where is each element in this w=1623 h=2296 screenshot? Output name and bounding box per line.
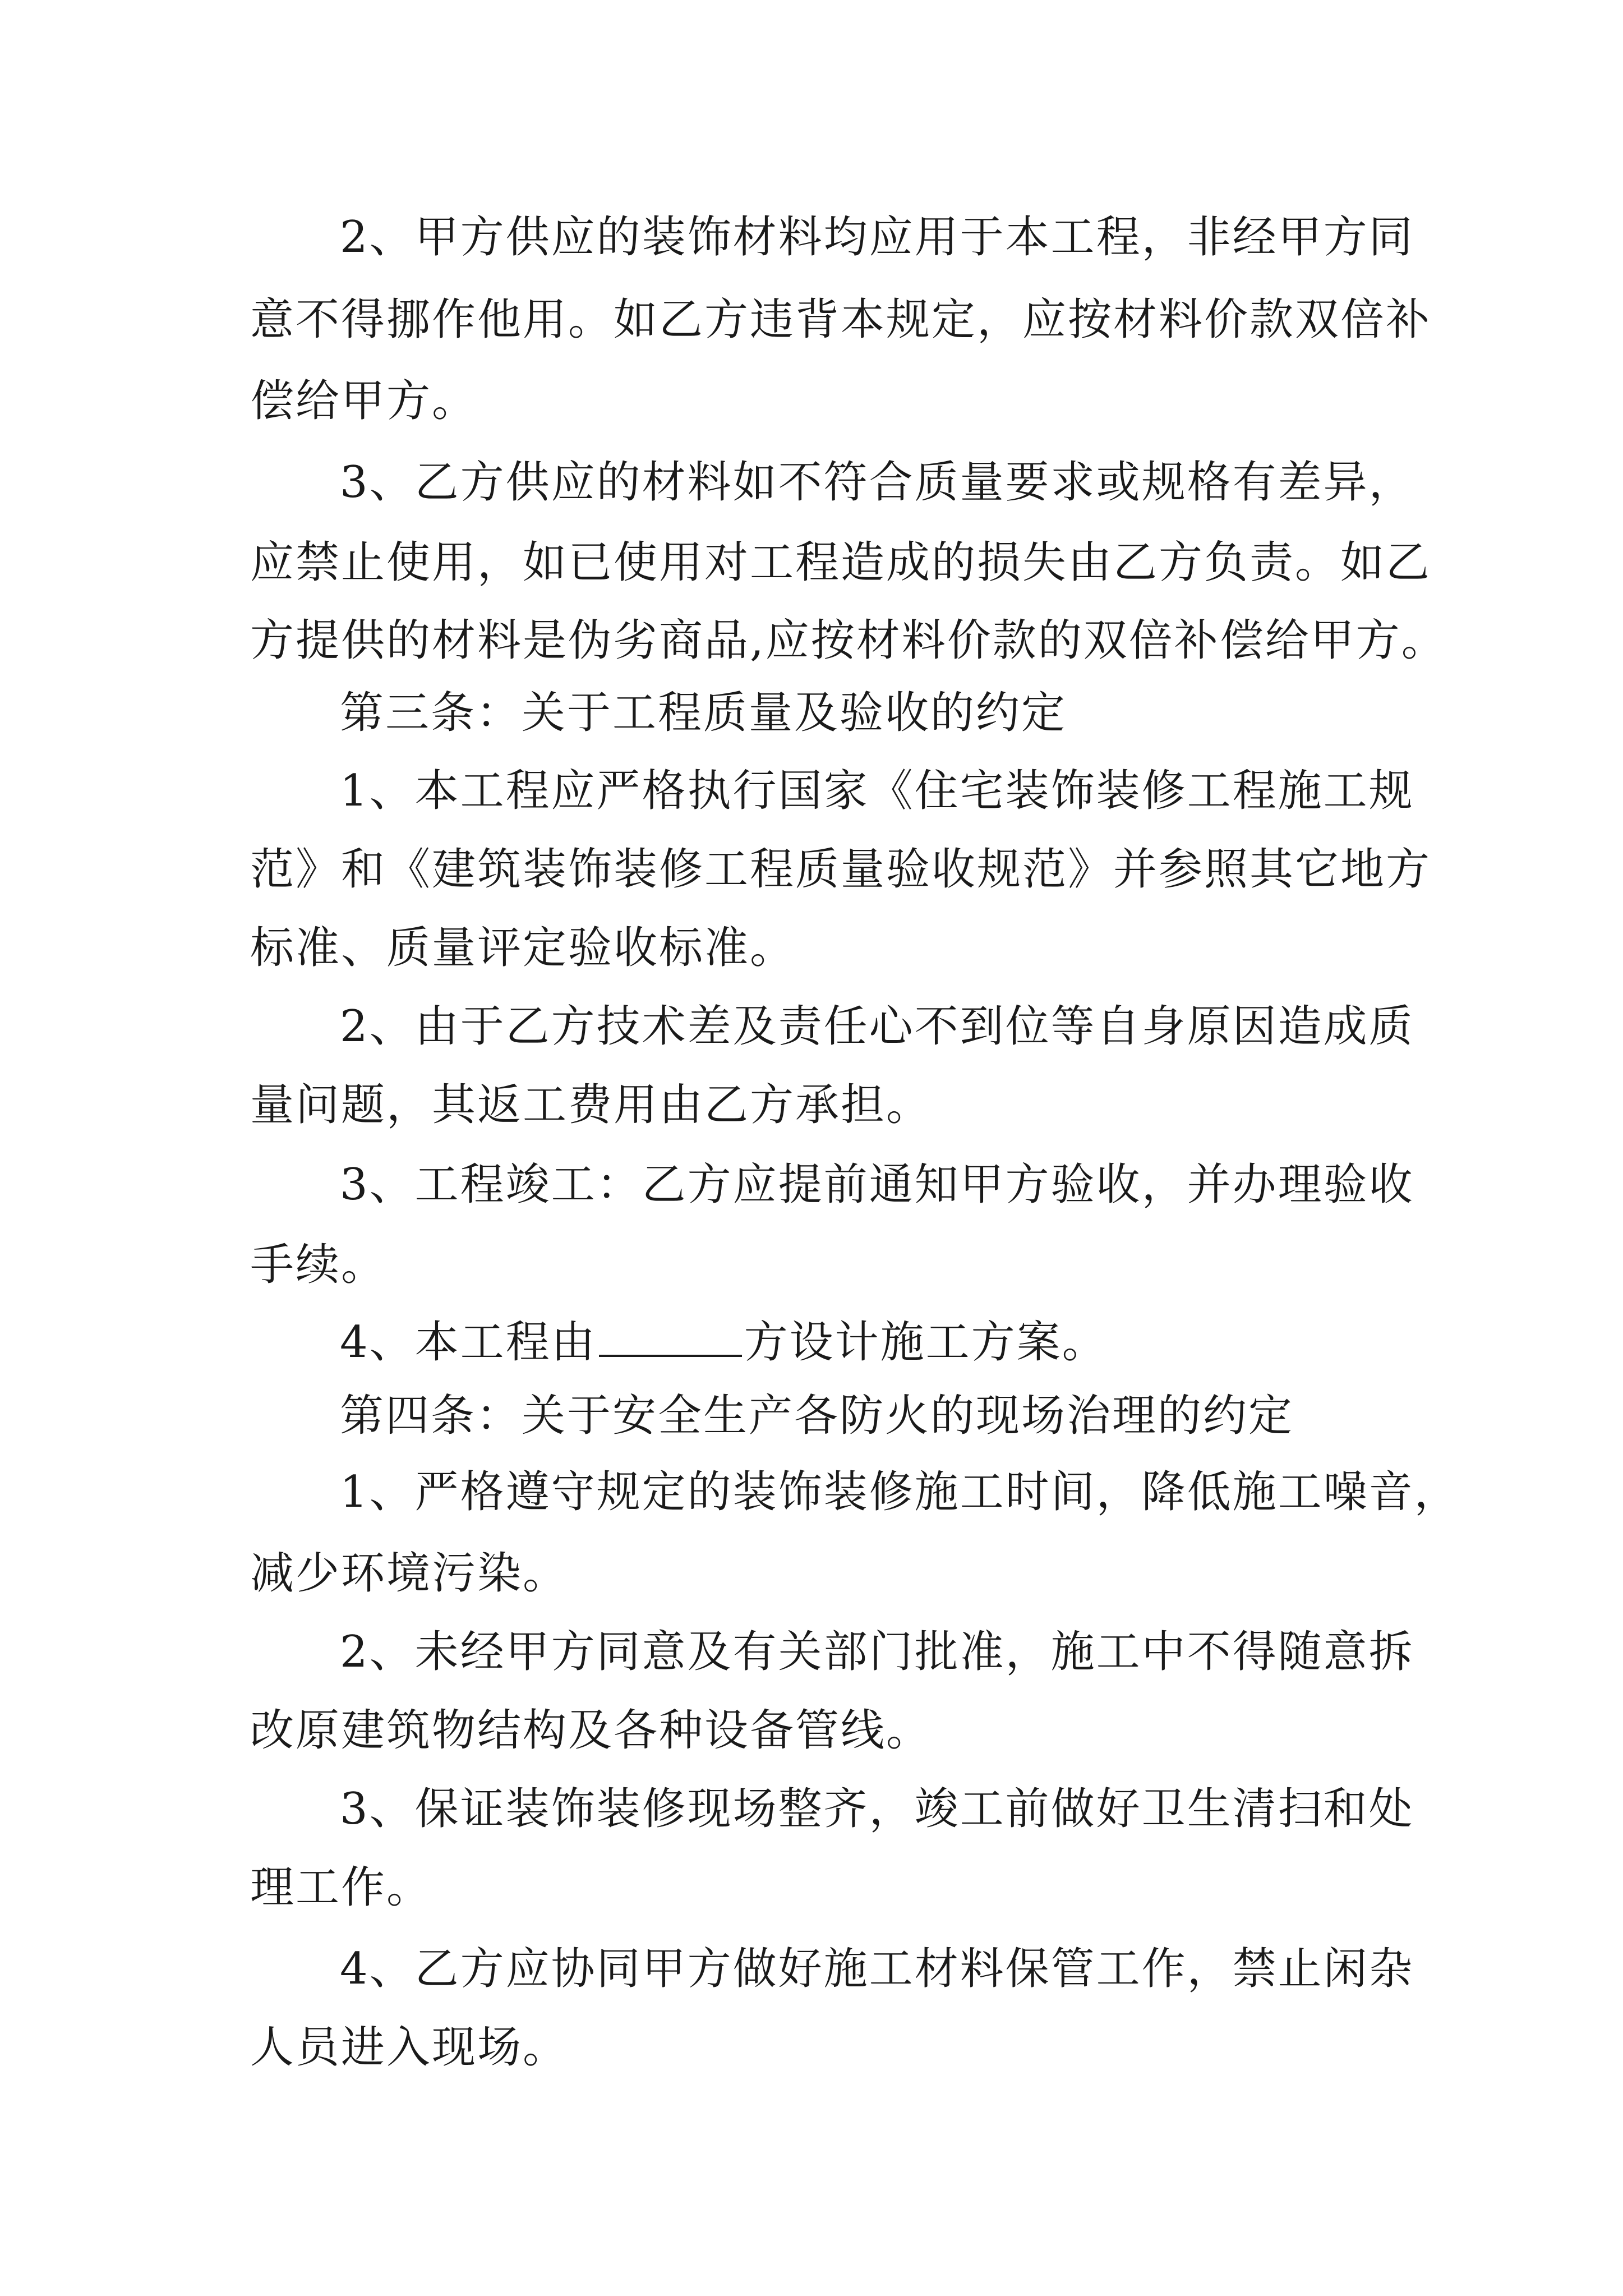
paragraph-line: 范》和《建筑装饰装修工程质量验收规范》并参照其它地方 bbox=[250, 844, 1432, 895]
paragraph-line: 1、严格遵守规定的装饰装修施工时间，降低施工噪音， bbox=[340, 1467, 1460, 1517]
paragraph-line: 意不得挪作他用。如乙方违背本规定，应按材料价款双倍补 bbox=[250, 295, 1432, 345]
blank-underline bbox=[599, 1321, 742, 1357]
paragraph-line: 2、由于乙方技术差及责任心不到位等自身原因造成质 bbox=[340, 1001, 1414, 1052]
paragraph-line: 偿给甲方。 bbox=[250, 376, 478, 426]
paragraph-line: 改原建筑物结构及各种设备管线。 bbox=[250, 1705, 932, 1756]
paragraph-line: 2、未经甲方同意及有关部门批准，施工中不得随意拆 bbox=[340, 1627, 1414, 1677]
paragraph-line: 应禁止使用，如已使用对工程造成的损失由乙方负责。如乙 bbox=[250, 537, 1432, 588]
paragraph-line: 2、甲方供应的装饰材料均应用于本工程，非经甲方同 bbox=[340, 212, 1414, 263]
paragraph-line: 方提供的材料是伪劣商品,应按材料价款的双倍补偿给甲方。 bbox=[250, 615, 1447, 666]
paragraph-line: 理工作。 bbox=[250, 1862, 432, 1913]
paragraph-line: 3、工程竣工：乙方应提前通知甲方验收，并办理验收 bbox=[340, 1159, 1414, 1210]
paragraph-line: 3、乙方供应的材料如不符合质量要求或规格有差异， bbox=[340, 457, 1414, 508]
paragraph-line: 人员进入现场。 bbox=[250, 2022, 569, 2073]
paragraph-line: 标准、质量评定验收标准。 bbox=[250, 923, 796, 973]
paragraph-line: 3、保证装饰装修现场整齐，竣工前做好卫生清扫和处 bbox=[340, 1784, 1414, 1834]
paragraph-line: 1、本工程应严格执行国家《住宅装饰装修工程施工规 bbox=[340, 766, 1414, 816]
fill-in-line: 4、本工程由 方设计施工方案。 bbox=[340, 1317, 1108, 1368]
section-heading: 第四条：关于安全生产各防火的现场治理的约定 bbox=[340, 1391, 1294, 1441]
paragraph-line: 手续。 bbox=[250, 1240, 387, 1290]
paragraph-line: 4、乙方应协同甲方做好施工材料保管工作，禁止闲杂 bbox=[340, 1944, 1414, 1994]
paragraph-line: 减少环境污染。 bbox=[250, 1548, 569, 1599]
section-heading: 第三条：关于工程质量及验收的约定 bbox=[340, 688, 1067, 738]
paragraph-line: 量问题，其返工费用由乙方承担。 bbox=[250, 1080, 932, 1130]
